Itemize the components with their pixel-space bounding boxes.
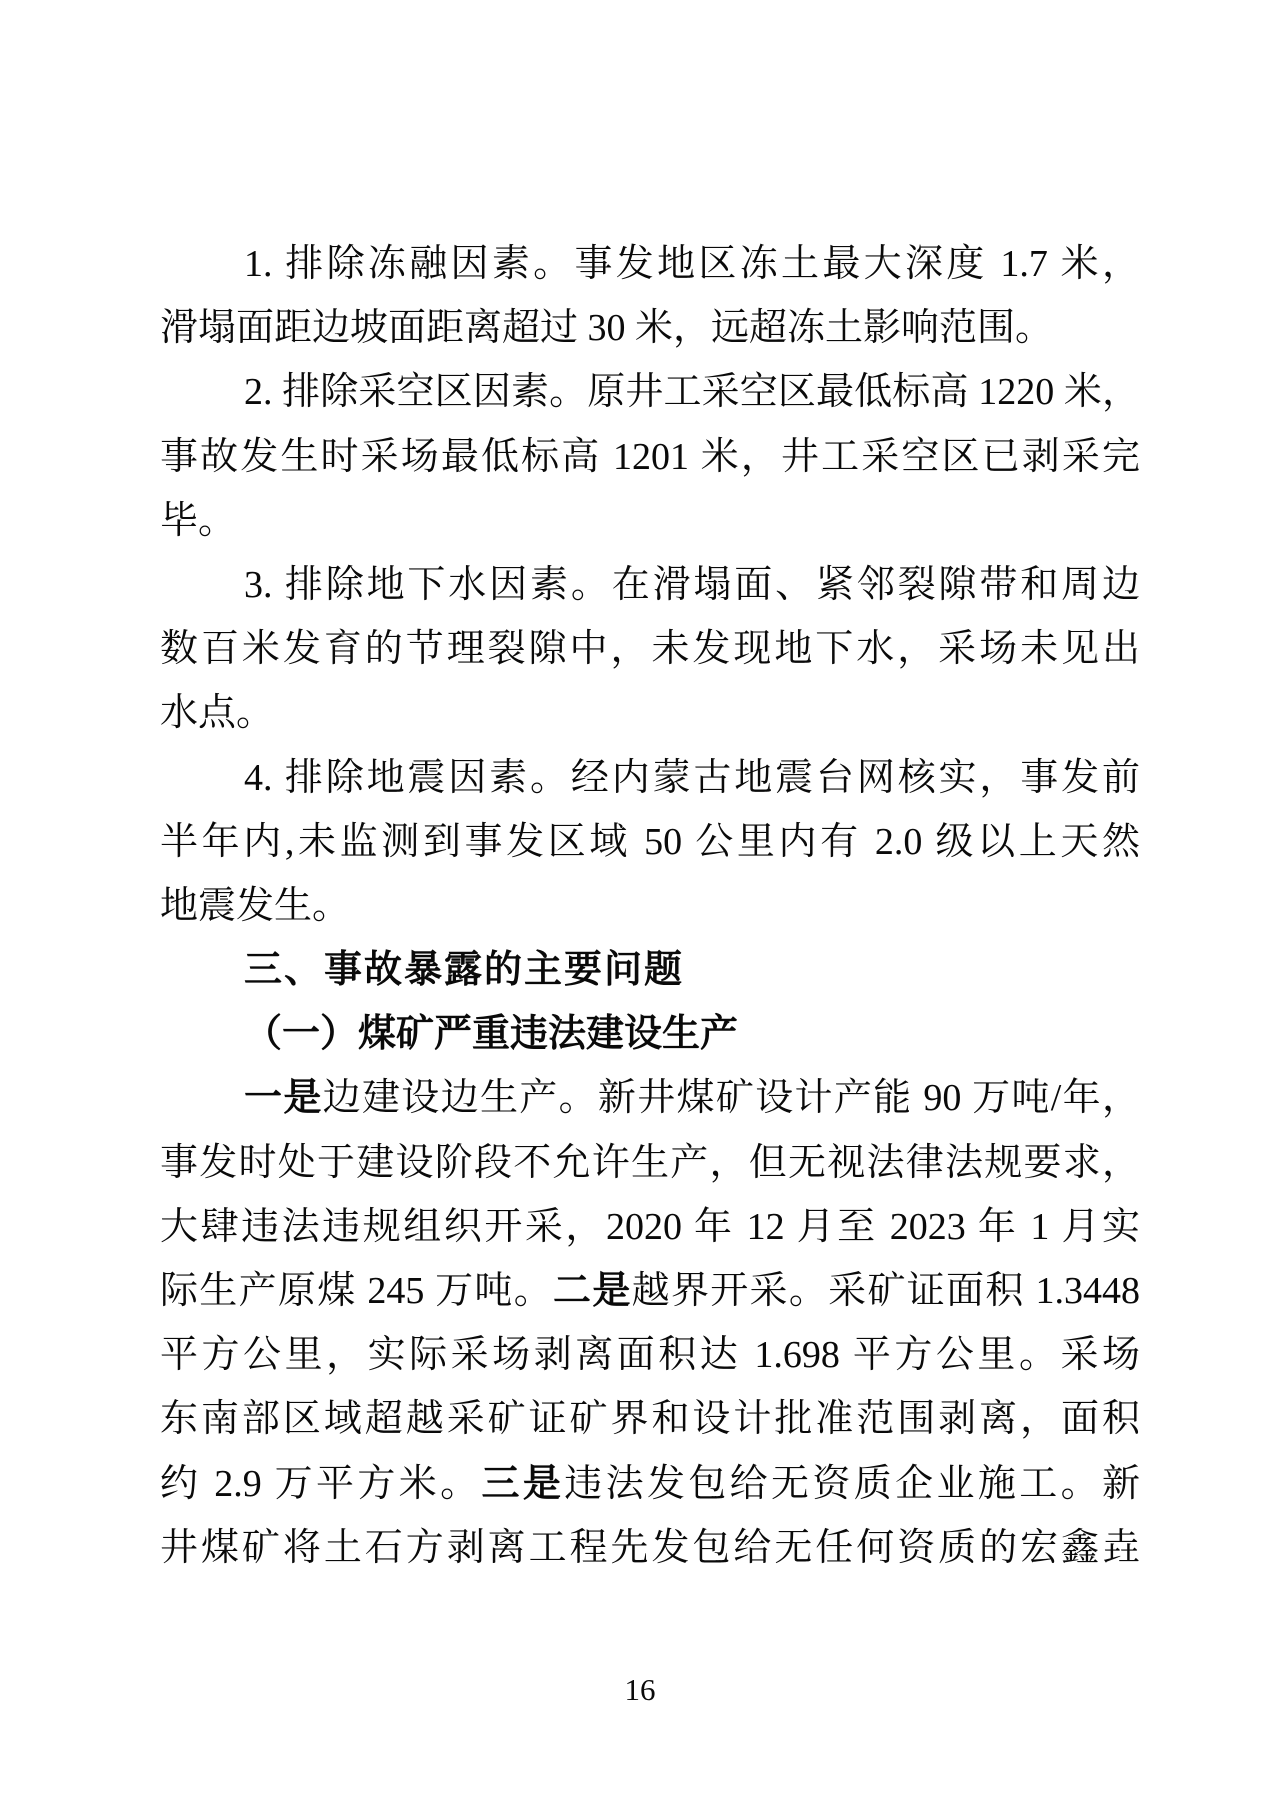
item-3-line-3	[160, 681, 1140, 745]
emphasis-text-segment: 一是	[244, 1077, 323, 1120]
para-5-line-3	[160, 1195, 1140, 1259]
text-segment: 滑塌面距边坡面距离超过 30 米，远超冻土影响范围。	[160, 307, 1054, 350]
text-segment: 2. 排除采空区因素。原井工采空区最低标高 1220 米，	[244, 371, 1140, 414]
text-segment: 数百米发育的节理裂隙中，未发现地下水，采场未见出	[160, 628, 1140, 671]
emphasis-text-segment: 二是	[553, 1270, 632, 1312]
document-body	[160, 232, 1140, 1580]
para-5-line-2	[160, 1131, 1140, 1195]
text-segment: 1. 排除冻融因素。事发地区冻土最大深度 1.7 米，	[244, 243, 1140, 285]
item-3-line-2	[160, 617, 1140, 681]
para-5-line-7	[160, 1452, 1140, 1516]
item-3-line-1	[160, 553, 1140, 617]
text-segment: 约 2.9 万平方米。	[160, 1462, 482, 1505]
item-1-line-2	[160, 296, 1140, 360]
text-segment: 半年内,未监测到事发区域 50 公里内有 2.0 级以上天然	[160, 820, 1140, 863]
emphasis-text-segment: 三、事故暴露的主要问题	[244, 949, 685, 992]
text-segment: （一）煤矿严重违法建设生产	[244, 1013, 739, 1056]
text-segment: 大肆违法违规组织开采，2020 年 12 月至 2023 年 1 月实	[160, 1205, 1140, 1248]
text-segment: 毕。	[160, 499, 237, 542]
item-4-line-1	[160, 746, 1140, 810]
item-4-line-2	[160, 810, 1140, 874]
text-segment: 井煤矿将土石方剥离工程先发包给无任何资质的宏鑫垚	[160, 1526, 1140, 1569]
item-2-line-2	[160, 425, 1140, 489]
text-segment: 平方公里，实际采场剥离面积达 1.698 平方公里。采场	[160, 1334, 1140, 1377]
item-2-line-1	[160, 360, 1140, 424]
text-segment: 边建设边生产。新井煤矿设计产能 90 万吨/年，	[322, 1077, 1140, 1120]
item-1-line-1	[160, 232, 1140, 296]
para-5-line-1	[160, 1066, 1140, 1130]
text-segment: 东南部区域超越采矿证矿界和设计批准范围剥离，面积	[160, 1398, 1140, 1441]
text-segment: 违法发包给无资质企业施工。新	[564, 1462, 1140, 1505]
page-number: 16	[624, 1672, 656, 1707]
text-segment: 4. 排除地震因素。经内蒙古地震台网核实，事发前	[244, 756, 1140, 799]
text-segment: 事故发生时采场最低标高 1201 米，井工采空区已剥采完	[160, 435, 1140, 478]
item-4-line-3	[160, 874, 1140, 938]
para-5-line-5	[160, 1323, 1140, 1387]
text-segment: 地震发生。	[160, 884, 351, 927]
section-heading	[160, 938, 1140, 1002]
text-segment: 越界开采。采矿证面积 1.3448	[631, 1270, 1140, 1312]
para-5-line-4	[160, 1259, 1140, 1323]
text-segment: 际生产原煤 245 万吨。	[160, 1270, 554, 1312]
text-segment: 事发时处于建设阶段不允许生产，但无视法律法规要求，	[160, 1141, 1140, 1184]
text-segment: 水点。	[160, 692, 275, 735]
subsection-heading	[160, 1002, 1140, 1066]
emphasis-text-segment: 三是	[481, 1462, 565, 1505]
item-2-line-3	[160, 489, 1140, 553]
text-segment: 3. 排除地下水因素。在滑塌面、紧邻裂隙带和周边	[244, 563, 1140, 606]
para-5-line-8	[160, 1516, 1140, 1580]
para-5-line-6	[160, 1387, 1140, 1451]
